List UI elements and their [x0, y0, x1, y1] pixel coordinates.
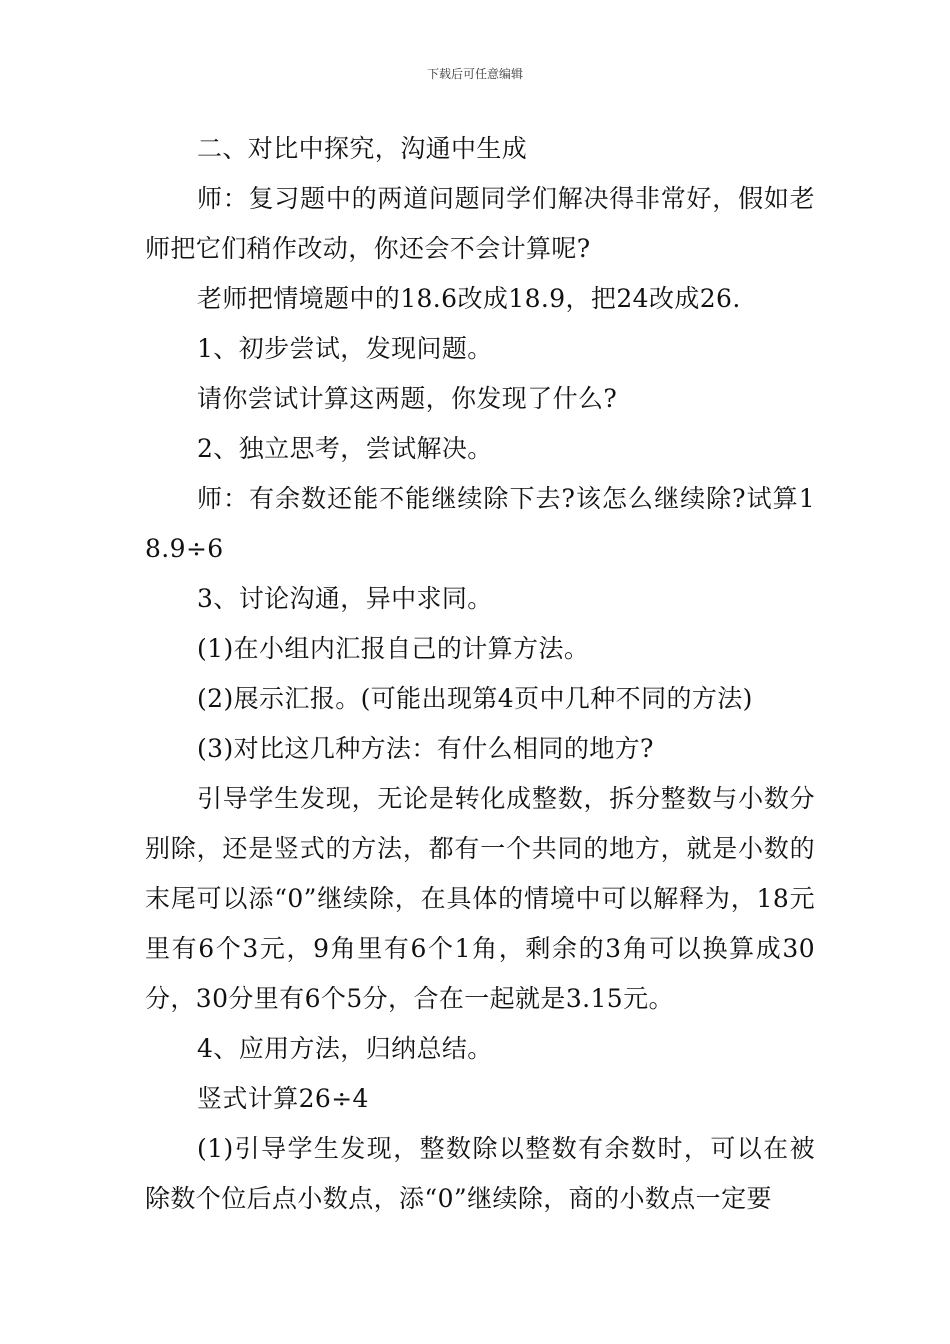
document-body — [145, 124, 815, 1224]
section-heading: 二、对比中探究，沟通中生成 — [197, 134, 528, 163]
page-header: 下载后可任意编辑 — [426, 67, 523, 81]
list-item: (3)对比这几种方法：有什么相同的地方? — [197, 734, 654, 763]
paragraph: 师：有余数还能不能继续除下去?该怎么继续除?试算18.9÷6 — [145, 484, 815, 563]
step-heading: 3、讨论沟通，异中求同。 — [197, 584, 493, 613]
list-item: (1)引导学生发现，整数除以整数有余数时，可以在被除数个位后点小数点，添“0”继续除，商的小数点一定要 — [145, 1134, 815, 1213]
paragraph: 老师把情境题中的18.6改成18.9，把24改成26. — [197, 284, 741, 313]
paragraph: 师：复习题中的两道问题同学们解决得非常好，假如老师把它们稍作改动，你还会不会计算呢? — [145, 184, 815, 263]
list-item: (2)展示汇报。(可能出现第4页中几种不同的方法) — [197, 684, 753, 713]
paragraph: 请你尝试计算这两题，你发现了什么? — [197, 384, 618, 413]
paragraph: 引导学生发现，无论是转化成整数，拆分整数与小数分别除，还是竖式的方法，都有一个共同的地方，就是小数的末尾可以添“0”继续除，在具体的情境中可以解释为，18元里有6个3元，9角里有6个1角，剩余的3角可以换算成30分，30分里有6个5分，合在一起就是3.15元。 — [145, 784, 815, 1013]
list-item: (1)在小组内汇报自己的计算方法。 — [197, 634, 590, 663]
step-heading: 4、应用方法，归纳总结。 — [197, 1034, 493, 1063]
step-heading: 1、初步尝试，发现问题。 — [197, 334, 493, 363]
paragraph: 竖式计算26÷4 — [197, 1084, 369, 1113]
step-heading: 2、独立思考，尝试解决。 — [197, 434, 493, 463]
